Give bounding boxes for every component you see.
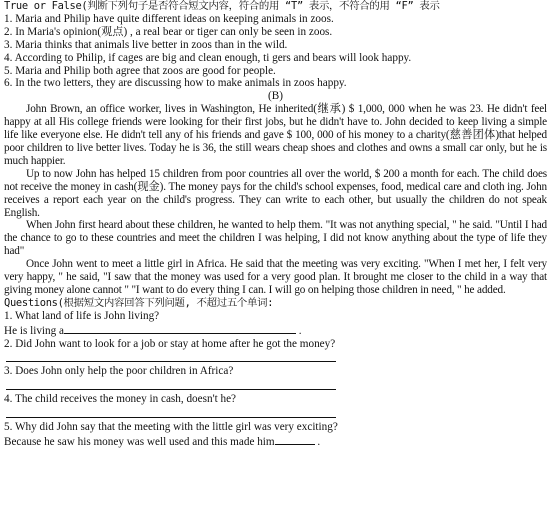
tf-item-2-text: 2. In Maria's opinion(观点) , a real bear or tiger can only be seen in zoos. xyxy=(4,25,333,38)
tf-item-3-text: 3. Maria thinks that animals live better in zoos than in the wild. xyxy=(4,38,288,51)
tf-item-3 xyxy=(4,39,547,52)
answer-3-rule[interactable] xyxy=(6,378,336,390)
question-4: 4. The child receives the money in cash, doesn't he? xyxy=(4,393,237,406)
answer-2-rule[interactable] xyxy=(6,350,336,362)
answer-5-blank[interactable] xyxy=(275,434,315,445)
answer-4-rule[interactable] xyxy=(6,406,336,418)
answer-1-prefix: He is living a xyxy=(4,324,64,337)
passage-paragraph-1: John Brown, an office worker, lives in Washington, He inherited(继承) $ 1,000, 000 when he was 23. He didn't feel happy at all His college friends were looking for their first jobs, but he didn't have to. John decided to keep living a simple life like everyone else. He didn't tell any of his friends and gave $ 100, 000 of his money to a charity(慈善团体)that helped poor children to live better lives. Today he is 36, the still wears cheap shoes and clothes and owns a small car only, but he is much happier. xyxy=(4,103,547,167)
tf-item-5-text: 5. Maria and Philip both agree that zoos are good for people. xyxy=(4,64,276,77)
tf-item-6-text: 6. In the two letters, they are discussing how to make animals in zoos happy. xyxy=(4,77,347,90)
answer-1-line: He is living a . xyxy=(4,324,302,337)
questions-instruction: Questions(根据短文内容回答下列问题, 不超过五个单词: xyxy=(4,296,274,309)
tf-item-1 xyxy=(4,13,547,26)
tf-item-5 xyxy=(4,65,547,78)
question-3: 3. Does John only help the poor children in Africa? xyxy=(4,365,234,378)
true-false-instruction: True or False(判断下列句子是否符合短文内容，符合的用 “T” 表示，不符合的用 “F” 表示 xyxy=(4,0,440,12)
tf-item-4-text: 4. According to Philip, if cages are big and clean enough, ti gers and bears will look happy. xyxy=(4,51,412,64)
tf-item-1-text: 1. Maria and Philip have quite different ideas on keeping animals in zoos. xyxy=(4,12,334,25)
tf-item-6 xyxy=(4,77,547,90)
answer-1-blank[interactable] xyxy=(64,323,296,334)
section-b-heading: (B) xyxy=(268,90,283,103)
passage-paragraph-2: Up to now John has helped 15 children from poor countries all over the world, $ 200 a month for each. The child does not receive the money in cash(现金). The money pays for the child's school expenses, food, medical care and cloth ing. John receives a report each year on the child's progress. They can write to each other, but usually the children do not speak English. xyxy=(4,167,547,219)
answer-5-line: Because he saw his money was well used and this made him . xyxy=(4,436,321,449)
passage-body xyxy=(4,103,547,297)
question-2: 2. Did John want to look for a job or stay at home after he got the money? xyxy=(4,337,336,350)
tf-item-4 xyxy=(4,52,547,65)
tf-item-2 xyxy=(4,26,547,39)
passage-paragraph-3: When John first heard about these children, he wanted to help them. "It was not anything special, " he said. "Until I had the chance to go to these countries and meet the children I was helping, I did not know anything about the type of life they had" xyxy=(4,219,547,258)
question-5: 5. Why did John say that the meeting with the little girl was very exciting? xyxy=(4,421,338,434)
question-1: 1. What land of life is John living? xyxy=(4,309,160,322)
passage-paragraph-4: Once John went to meet a little girl in Africa. He said that the meeting was very exciting. "When I met her, I felt very very happy, " he said, "I saw that the money was used for a very good plan. It brought me closer to the child in a way that giving money alone cannot " "I want to do every thing I can. I will go on helping those children in need, " he added. xyxy=(4,258,547,296)
answer-5-prefix: Because he saw his money was well used and this made him xyxy=(4,436,275,449)
